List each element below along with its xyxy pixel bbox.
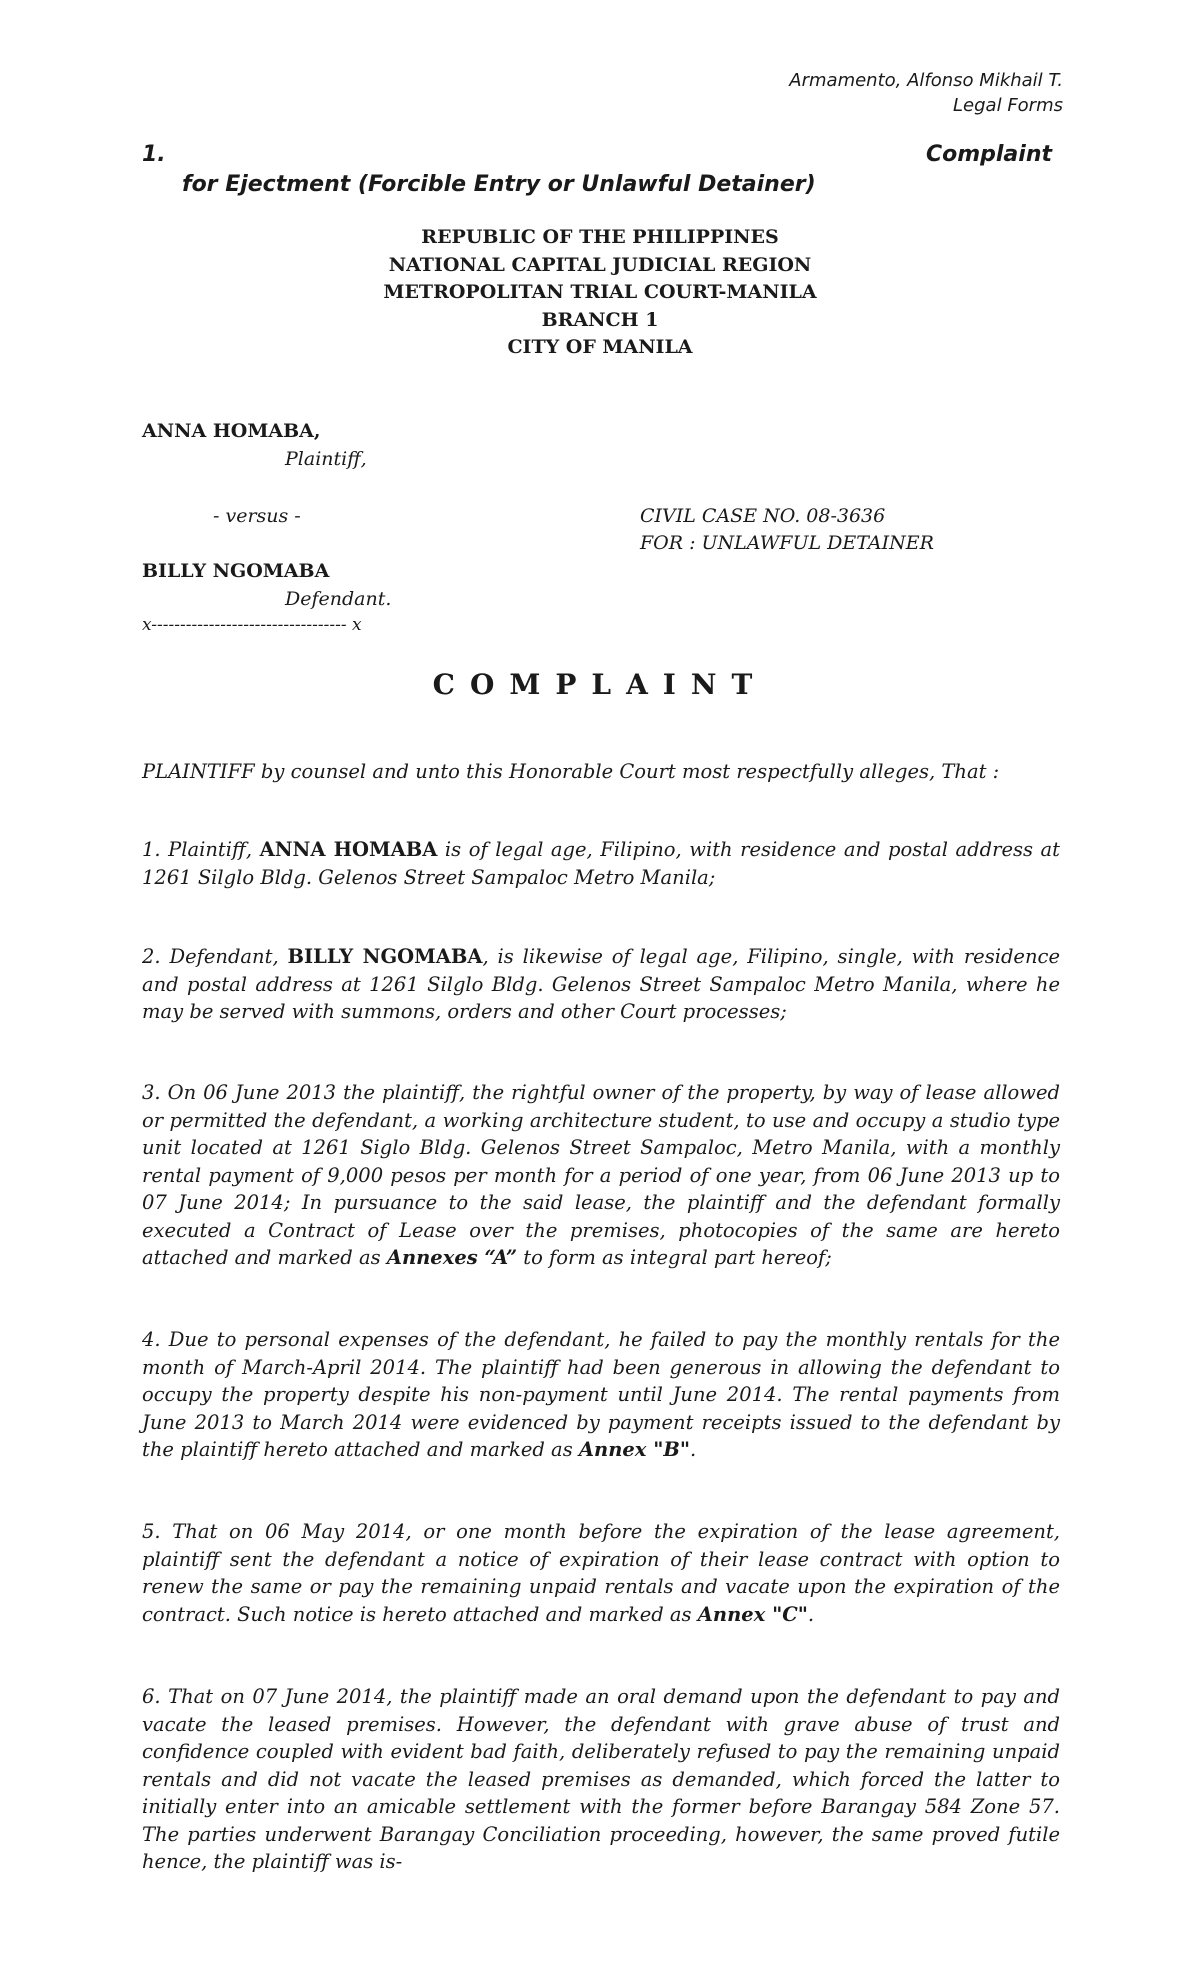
annex-reference: Annexes “A” — [386, 1246, 518, 1269]
annex-reference: Annex "C" — [697, 1602, 808, 1626]
defendant-name: BILLY NGOMABA — [142, 560, 330, 582]
court-line: BRANCH 1 — [541, 308, 659, 331]
paragraph-5 — [142, 1518, 1060, 1628]
form-number: 1. — [142, 142, 166, 167]
paragraph-text: . — [807, 1602, 815, 1626]
paragraph-1 — [142, 836, 1060, 891]
paragraph-text: is of legal age, Filipino, with residence and postal address at 1261 Silglo Bldg. Gelenos Street Sampaloc Metro Manila; — [142, 838, 1061, 889]
court-line: REPUBLIC OF THE PHILIPPINES — [421, 226, 779, 248]
paragraph-text: 4. Due to personal expenses of the defendant, he failed to pay the monthly rentals for the month of March-April 2014. The plaintiff had been generous in allowing the defendant to occupy the property despite his non-payment until June 2014. The rental payments from June 2013 to March 2014 were evidenced by payment receipts issued to the defendant by the plaintiff hereto attached and marked as — [142, 1328, 1060, 1461]
defendant-role: Defendant. — [285, 588, 392, 610]
case-number: CIVIL CASE NO. 08-3636 — [640, 505, 886, 527]
paragraph-text: 5. That on 06 May 2014, or one month before the expiration of the lease agreement, plaintiff sent the defendant a notice of expiration of their lease contract with option to renew the same or pay the remaining unpaid rentals and vacate upon the expiration of the contract. Such notice is hereto attached and marked as — [142, 1520, 1060, 1626]
author-name: Armamento, Alfonso Mikhail T. — [789, 70, 1063, 91]
paragraph-4 — [142, 1326, 1060, 1464]
caption-separator: x---------------------------------- x — [142, 615, 362, 635]
court-heading — [0, 224, 1200, 362]
form-title-rest: for Ejectment (Forcible Entry or Unlawful Detainer) — [182, 172, 816, 197]
versus-label: - versus - — [213, 505, 301, 527]
case-nature: FOR : UNLAWFUL DETAINER — [640, 532, 934, 554]
plaintiff-role: Plaintiff, — [285, 448, 367, 470]
court-line: METROPOLITAN TRIAL COURT-MANILA — [383, 281, 817, 303]
court-line: NATIONAL CAPITAL JUDICIAL REGION — [388, 253, 812, 276]
paragraph-text: to form as integral part hereof; — [517, 1246, 832, 1269]
paragraph-text: 2. Defendant, — [142, 945, 288, 968]
form-title-word: Complaint — [925, 142, 1052, 167]
intro-paragraph: PLAINTIFF by counsel and unto this Honorable Court most respectfully alleges, That : — [142, 760, 1000, 783]
paragraph-text: . — [690, 1438, 697, 1461]
annex-reference: Annex "B" — [578, 1438, 691, 1461]
court-line: CITY OF MANILA — [507, 336, 693, 358]
paragraph-6: 6. That on 07 June 2014, the plaintiff made an oral demand upon the defendant to pay and vacate the leased premises. However, the defendant with grave abuse of trust and confidence coupled with evident bad faith, deliberately refused to pay the remaining unpaid rentals and did not vacate the leased premises as demanded, which forced the latter to initially enter into an amicable settlement with the former before Barangay 584 Zone 57. The parties underwent Barangay Conciliation proceeding, however, the same proved futile hence, the plaintiff was is- — [142, 1685, 1060, 1873]
paragraph-3 — [142, 1079, 1060, 1272]
paragraph-2 — [142, 943, 1060, 1026]
page-header — [789, 68, 1063, 118]
party-name: BILLY NGOMABA — [287, 945, 483, 968]
plaintiff-name: ANNA HOMABA, — [142, 420, 321, 442]
paragraph-text: 1. Plaintiff, — [142, 838, 260, 861]
paragraph-text: 3. On 06 June 2013 the plaintiff, the rightful owner of the property, by way of lease allowed or permitted the defendant, a working architecture student, to use and occupy a studio type unit located at 1261 Siglo Bldg. Gelenos Street Sampaloc, Metro Manila, with a monthly rental payment of 9,000 pesos per month for a period of one year, from 06 June 2013 up to 07 June 2014; In pursuance to the said lease, the plaintiff and the defendant formally executed a Contract of Lease over the premises, photocopies of the same are hereto attached and marked as — [142, 1081, 1060, 1269]
paragraph-text: , is likewise of legal age, Filipino, single, with residence and postal address at 1261 Silglo Bldg. Gelenos Street Sampaloc Metro Manila, where he may be served with summons, orders and other Court processes; — [142, 945, 1060, 1023]
header-subtitle: Legal Forms — [953, 95, 1063, 116]
complaint-title: COMPLAINT — [432, 668, 768, 701]
party-name: ANNA HOMABA — [259, 838, 438, 861]
